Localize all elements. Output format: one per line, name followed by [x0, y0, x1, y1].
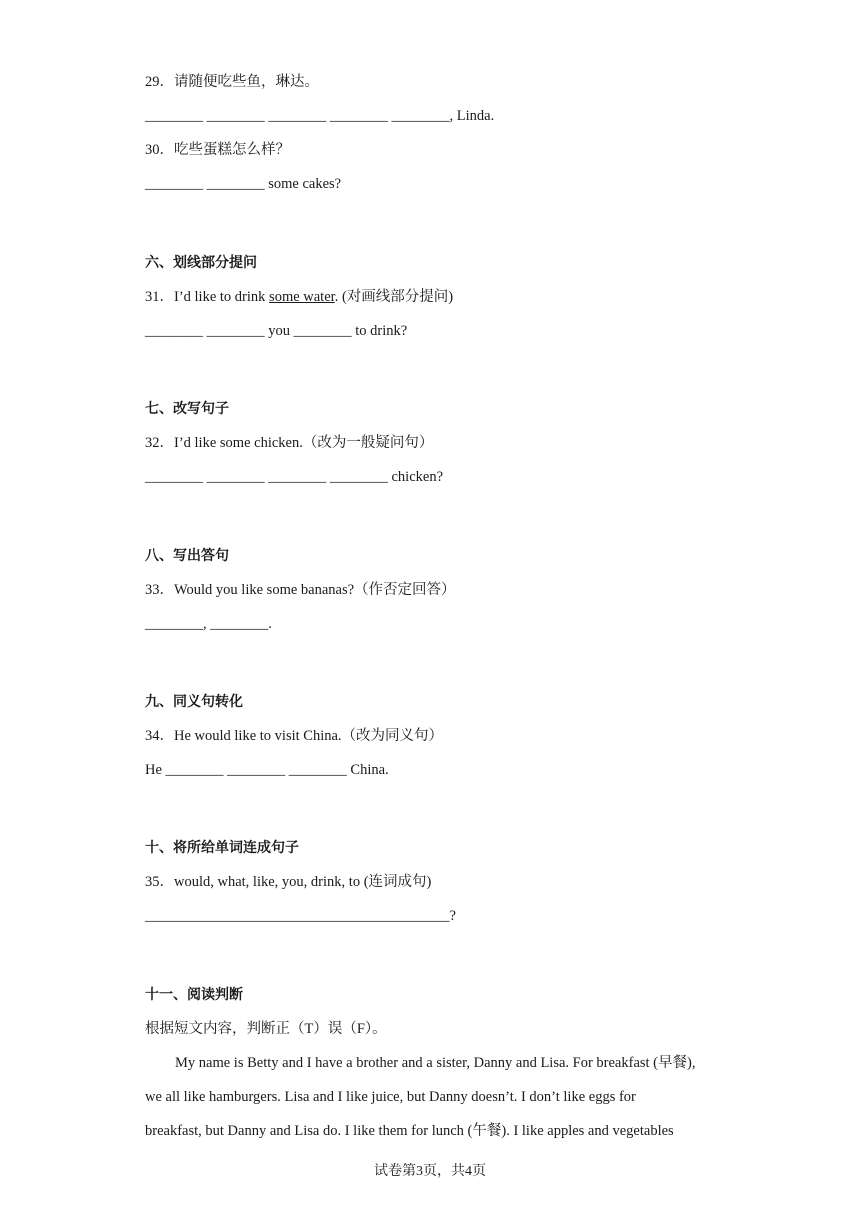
section-11-title: 十一、阅读判断 — [145, 987, 243, 1003]
q32-answer-line: ________ ________ ________ ________ chicken? — [145, 469, 444, 485]
section-10-title: 十、将所给单词连成句子 — [145, 840, 299, 856]
section-9-title: 九、同义句转化 — [145, 694, 243, 710]
q34-prompt: 34．He would like to visit China.（改为同义句） — [145, 728, 444, 744]
section-7-title: 七、改写句子 — [145, 401, 229, 417]
q30-prompt: 30．吃些蛋糕怎么样？ — [145, 142, 290, 158]
q30-answer-line: ________ ________ some cakes? — [145, 176, 342, 192]
q35-answer-line: __________________________________________? — [145, 908, 456, 924]
q35-prompt: 35．would, what, like, you, drink, to (连词成句) — [145, 874, 432, 890]
page-footer: 试卷第3页，共4页 — [374, 1164, 486, 1179]
q34-answer-line: He ________ ________ ________ China. — [145, 762, 389, 778]
section-11-instruction: 根据短文内容，判断正（T）误（F）。 — [145, 1021, 387, 1037]
passage-line-1: My name is Betty and I have a brother and a sister, Danny and Lisa. For breakfast (早餐), — [175, 1055, 696, 1071]
q29-prompt: 29．请随便吃些鱼，琳达。 — [145, 74, 319, 90]
q31-answer-line: ________ ________ you ________ to drink? — [145, 323, 408, 339]
q29-answer-line: ________ ________ ________ ________ ________, Linda. — [145, 108, 495, 124]
q31-underlined-phrase: some water — [269, 289, 335, 305]
section-8-title: 八、写出答句 — [145, 548, 229, 564]
q33-answer-line: ________, ________. — [145, 616, 272, 632]
section-6-title: 六、划线部分提问 — [145, 255, 257, 271]
q32-prompt: 32．I’d like some chicken.（改为一般疑问句） — [145, 435, 434, 451]
passage-line-2: we all like hamburgers. Lisa and I like juice, but Danny doesn’t. I don’t like eggs for — [145, 1089, 636, 1105]
passage-line-3: breakfast, but Danny and Lisa do. I like them for lunch (午餐). I like apples and vegetables — [145, 1123, 674, 1139]
q31-prompt-pre: 31．I’d like to drink — [145, 289, 270, 305]
q33-prompt: 33．Would you like some bananas?（作否定回答） — [145, 582, 456, 598]
q31-prompt — [145, 287, 453, 307]
q31-prompt-post: . (对画线部分提问) — [334, 289, 454, 305]
